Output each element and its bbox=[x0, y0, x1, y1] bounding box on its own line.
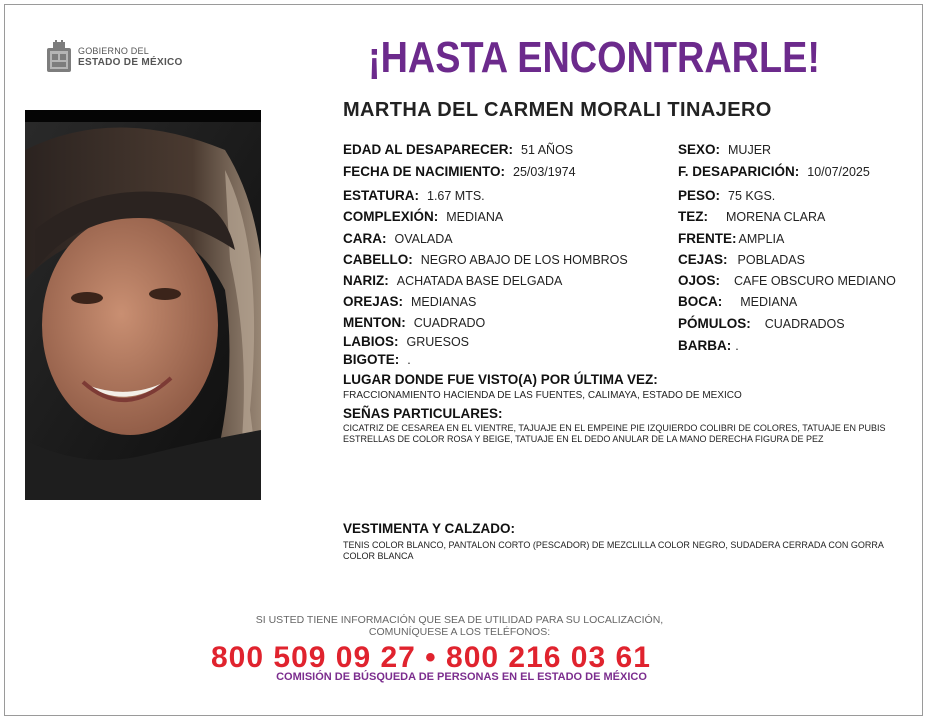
field-menton bbox=[343, 315, 485, 330]
field-value: . bbox=[407, 353, 411, 367]
footer-info-line1: SI USTED TIENE INFORMACIÓN QUE SEA DE UTILIDAD PARA SU LOCALIZACIÓN, bbox=[255, 614, 664, 626]
field-label: CARA: bbox=[343, 231, 387, 246]
field-value: MUJER bbox=[728, 143, 772, 157]
field-value: OVALADA bbox=[394, 232, 453, 246]
field-nariz bbox=[343, 273, 562, 288]
field-value: CAFE OBSCURO MEDIANO bbox=[734, 274, 896, 288]
field-label: CABELLO: bbox=[343, 252, 413, 267]
field-labios bbox=[343, 334, 469, 349]
headline: ¡HASTA ENCONTRARLE! bbox=[368, 33, 820, 82]
field-label: CEJAS: bbox=[678, 252, 728, 267]
field-label: LABIOS: bbox=[343, 334, 399, 349]
field-barba bbox=[678, 338, 739, 353]
field-cara bbox=[343, 231, 453, 246]
field-value: CUADRADO bbox=[413, 316, 486, 330]
field-cabello bbox=[343, 252, 628, 267]
clothing-title: VESTIMENTA Y CALZADO: bbox=[343, 521, 516, 536]
government-logo bbox=[44, 40, 183, 74]
field-bigote bbox=[343, 352, 411, 367]
field-frente bbox=[678, 231, 784, 246]
field-value: 10/07/2025 bbox=[807, 165, 870, 179]
field-label: EDAD AL DESAPARECER: bbox=[343, 142, 514, 157]
field-label: NARIZ: bbox=[343, 273, 389, 288]
field-fecha-nacimiento bbox=[343, 164, 576, 179]
clothing-text: TENIS COLOR BLANCO, PANTALON CORTO (PESCADOR) DE MEZCLILLA COLOR NEGRO, SUDADERA CERRADA CON GORRA COLOR BLANCA bbox=[343, 540, 884, 561]
field-value: AMPLIA bbox=[738, 232, 785, 246]
field-label: TEZ: bbox=[678, 209, 708, 224]
marks-title: SEÑAS PARTICULARES: bbox=[343, 406, 503, 421]
field-label: BARBA: bbox=[678, 338, 732, 353]
field-label: PESO: bbox=[678, 188, 721, 203]
field-label: MENTON: bbox=[343, 315, 406, 330]
coat-of-arms-icon bbox=[44, 40, 74, 74]
field-label: FRENTE: bbox=[678, 231, 737, 246]
field-label: BIGOTE: bbox=[343, 352, 400, 367]
field-ojos bbox=[678, 273, 896, 288]
field-value: POBLADAS bbox=[737, 253, 805, 267]
last-seen-title: LUGAR DONDE FUE VISTO(A) POR ÚLTIMA VEZ: bbox=[343, 372, 658, 387]
field-value: 51 AÑOS bbox=[521, 143, 574, 157]
field-value: 75 KGS. bbox=[728, 189, 776, 203]
person-name: MARTHA DEL CARMEN MORALI TINAJERO bbox=[343, 99, 772, 121]
field-fecha-desaparicion bbox=[678, 164, 870, 179]
person-photo bbox=[25, 110, 261, 500]
field-peso bbox=[678, 188, 775, 203]
field-value: . bbox=[735, 339, 739, 353]
field-boca bbox=[678, 294, 797, 309]
field-value: MEDIANAS bbox=[411, 295, 477, 309]
field-value: CUADRADOS bbox=[764, 317, 845, 331]
field-orejas bbox=[343, 294, 476, 309]
field-value: 25/03/1974 bbox=[513, 165, 576, 179]
field-value: NEGRO ABAJO DE LOS HOMBROS bbox=[420, 253, 628, 267]
field-edad bbox=[343, 142, 573, 157]
field-value: MEDIANA bbox=[740, 295, 798, 309]
field-value: MORENA CLARA bbox=[726, 210, 826, 224]
field-cejas bbox=[678, 252, 805, 267]
field-sexo bbox=[678, 142, 771, 157]
field-value: GRUESOS bbox=[406, 335, 470, 349]
gov-line2: ESTADO DE MÉXICO bbox=[78, 57, 183, 68]
field-label: FECHA DE NACIMIENTO: bbox=[343, 164, 505, 179]
field-label: SEXO: bbox=[678, 142, 721, 157]
field-value: MEDIANA bbox=[446, 210, 504, 224]
field-label: OREJAS: bbox=[343, 294, 404, 309]
gov-line1: GOBIERNO DEL bbox=[78, 46, 149, 56]
field-value: 1.67 MTS. bbox=[427, 189, 485, 203]
commission-text: COMISIÓN DE BÚSQUEDA DE PERSONAS EN EL ESTADO DE MÉXICO bbox=[276, 671, 647, 683]
field-estatura bbox=[343, 188, 485, 203]
field-complexion bbox=[343, 209, 503, 224]
field-label: BOCA: bbox=[678, 294, 723, 309]
field-label: ESTATURA: bbox=[343, 188, 419, 203]
field-tez bbox=[678, 209, 825, 224]
footer-info bbox=[0, 614, 927, 638]
field-label: F. DESAPARICIÓN: bbox=[678, 164, 800, 179]
footer-info-line2: COMUNÍQUESE A LOS TELÉFONOS: bbox=[368, 626, 551, 638]
portrait-image bbox=[25, 110, 261, 500]
field-value: ACHATADA BASE DELGADA bbox=[396, 274, 563, 288]
commission-name bbox=[0, 671, 927, 683]
phone-numbers: 800 509 09 27 • 800 216 03 61 bbox=[211, 641, 651, 674]
field-pomulos bbox=[678, 316, 845, 331]
field-label: OJOS: bbox=[678, 273, 721, 288]
last-seen-text: FRACCIONAMIENTO HACIENDA DE LAS FUENTES, CALIMAYA, ESTADO DE MEXICO bbox=[343, 390, 742, 401]
field-label: COMPLEXIÓN: bbox=[343, 209, 439, 224]
field-label: PÓMULOS: bbox=[678, 316, 751, 331]
marks-text: CICATRIZ DE CESAREA EN EL VIENTRE, TAJUAJE EN EL EMPEINE PIE IZQUIERDO COLIBRI DE COLORES, TATUAJE EN PUBIS ESTRELLAS DE COLOR ROSA Y BEIGE, TATUAJE EN EL DEDO ANULAR DE LA MANO DERECHA FIGURA DE PEZ bbox=[343, 423, 886, 444]
